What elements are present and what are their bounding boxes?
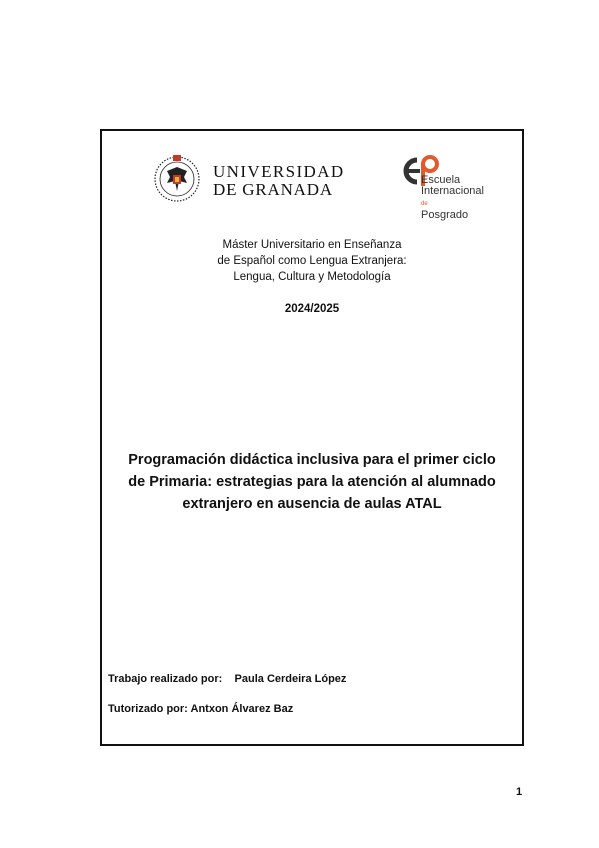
school-name — [421, 175, 484, 221]
master-program — [102, 237, 522, 285]
title-line1: Programación didáctica inclusiva para el primer ciclo — [128, 452, 496, 468]
author-label: Trabajo realizado por: — [108, 673, 223, 685]
master-line3: Lengua, Cultura y Metodología — [233, 271, 391, 283]
university-crest-icon — [153, 153, 201, 203]
cover-frame — [100, 129, 524, 746]
author-row — [108, 671, 346, 687]
tutor-name: Antxon Álvarez Baz — [190, 703, 294, 715]
master-line2: de Español como Lengua Extranjera: — [217, 255, 407, 267]
credits — [108, 671, 346, 717]
university-name-line2: DE GRANADA — [213, 180, 333, 199]
thesis-title — [112, 449, 512, 515]
school-name-line2: Internacional — [421, 185, 484, 197]
author-name: Paula Cerdeira López — [234, 673, 347, 685]
master-line1: Máster Universitario en Enseñanza — [222, 239, 402, 251]
title-line2: de Primaria: estrategias para la atención al alumnado — [128, 474, 496, 490]
tutor-row — [108, 701, 346, 717]
school-logo — [397, 154, 507, 221]
title-line3: extranjero en ausencia de aulas ATAL — [182, 496, 442, 512]
school-name-line1: Escuela — [421, 174, 461, 186]
tutor-label: Tutorizado por: — [108, 703, 188, 715]
school-name-line3-text: Posgrado — [421, 209, 469, 221]
school-name-prefix: de — [421, 201, 428, 207]
page-number: 1 — [516, 786, 523, 798]
university-name-line1: UNIVERSIDAD — [213, 162, 345, 181]
academic-year: 2024/2025 — [284, 303, 340, 315]
university-name — [213, 163, 345, 199]
school-name-line3 — [421, 197, 484, 221]
university-logo — [153, 153, 343, 203]
